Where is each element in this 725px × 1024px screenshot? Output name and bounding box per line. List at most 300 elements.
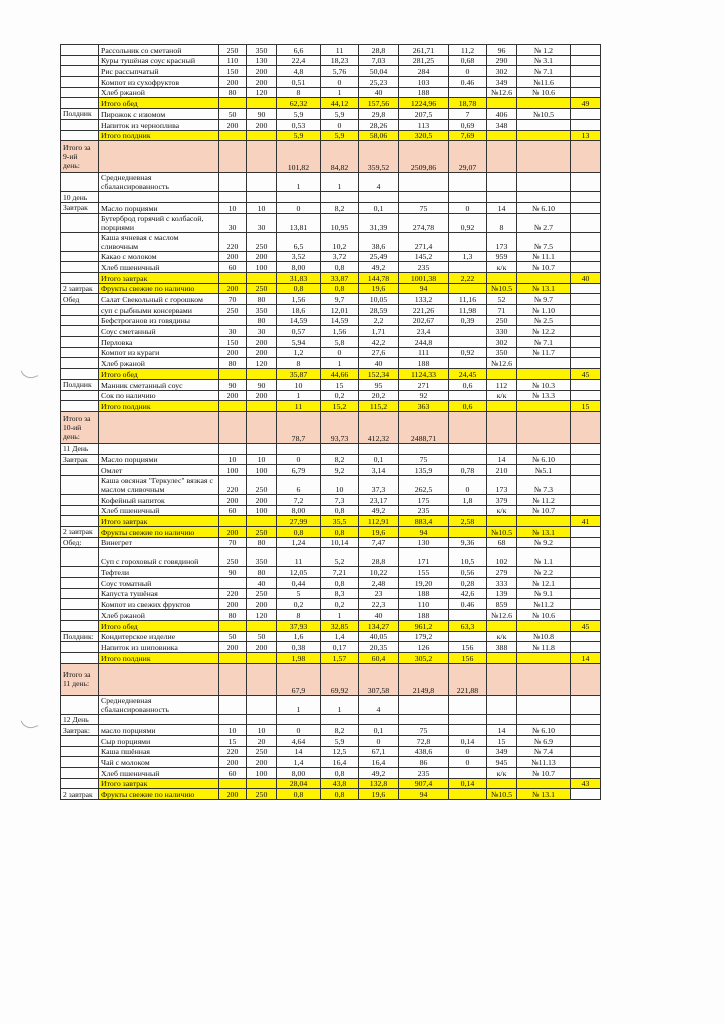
value-cell: 0,8 <box>321 262 359 273</box>
cost-cell <box>571 45 601 56</box>
table-row <box>61 642 601 653</box>
dish-name: Бутерброд горячий с колбасой, порциями <box>99 213 219 232</box>
value-cell: 27,99 <box>277 516 321 527</box>
table-row <box>61 620 601 631</box>
value-cell: 1 <box>321 173 359 192</box>
value-cell <box>487 516 517 527</box>
meal-cell <box>61 746 99 757</box>
dish-name: Фрукты свежие по наличию <box>99 789 219 800</box>
value-cell: 90 <box>247 109 277 120</box>
value-cell: 0,6 <box>449 379 487 390</box>
value-cell: 210 <box>487 465 517 476</box>
value-cell <box>219 98 247 109</box>
value-cell <box>517 98 571 109</box>
value-cell: 200 <box>219 757 247 768</box>
value-cell: 37,3 <box>359 475 399 494</box>
value-cell <box>219 516 247 527</box>
dish-name <box>99 443 219 454</box>
value-cell: 406 <box>487 109 517 120</box>
value-cell: 30 <box>219 326 247 337</box>
value-cell: 250 <box>219 548 247 567</box>
value-cell <box>449 505 487 516</box>
value-cell: к/к <box>487 262 517 273</box>
value-cell: 60 <box>219 262 247 273</box>
cost-cell <box>571 379 601 390</box>
meal-cell <box>61 87 99 98</box>
value-cell: 438,6 <box>399 746 449 757</box>
value-cell: 1 <box>277 173 321 192</box>
value-cell: 0 <box>277 202 321 213</box>
value-cell: 262,5 <box>399 475 449 494</box>
cost-cell: 15 <box>571 401 601 412</box>
meal-cell <box>61 369 99 380</box>
meal-cell <box>61 505 99 516</box>
value-cell: 95 <box>359 379 399 390</box>
value-cell: 5 <box>277 588 321 599</box>
meal-cell: Итого за 9-ий день: <box>61 141 99 173</box>
cost-cell <box>571 746 601 757</box>
value-cell: 96 <box>487 45 517 56</box>
value-cell <box>517 516 571 527</box>
dish-name: Сок по наличию <box>99 390 219 401</box>
table-row <box>61 173 601 192</box>
value-cell: 250 <box>247 527 277 538</box>
meal-cell: 2 завтрак <box>61 527 99 538</box>
value-cell: 330 <box>487 326 517 337</box>
value-cell: 1,8 <box>449 494 487 505</box>
value-cell: 130 <box>399 537 449 548</box>
value-cell: 5,76 <box>321 66 359 77</box>
value-cell: № 11.1 <box>517 251 571 262</box>
cost-cell: 45 <box>571 369 601 380</box>
cost-cell <box>571 663 601 695</box>
value-cell: 102 <box>487 548 517 567</box>
value-cell: 14 <box>487 725 517 736</box>
value-cell: 0,8 <box>321 578 359 589</box>
value-cell: 1 <box>321 610 359 621</box>
value-cell: 60 <box>219 505 247 516</box>
value-cell: № 6.9 <box>517 735 571 746</box>
value-cell: 0,17 <box>321 642 359 653</box>
value-cell: 200 <box>219 347 247 358</box>
cost-cell <box>571 192 601 203</box>
value-cell: 80 <box>219 610 247 621</box>
value-cell <box>247 695 277 714</box>
meal-cell <box>61 599 99 610</box>
value-cell: 220 <box>219 588 247 599</box>
value-cell: 200 <box>247 337 277 348</box>
value-cell: № 3.1 <box>517 55 571 66</box>
value-cell: 130 <box>247 55 277 66</box>
table-row <box>61 505 601 516</box>
cost-cell: 45 <box>571 620 601 631</box>
value-cell: 9,36 <box>449 537 487 548</box>
value-cell: 93,73 <box>321 411 359 443</box>
value-cell <box>449 714 487 725</box>
value-cell: 135,9 <box>399 465 449 476</box>
value-cell: 0,6 <box>449 401 487 412</box>
value-cell: 94 <box>399 283 449 294</box>
value-cell: 44,12 <box>321 98 359 109</box>
value-cell <box>487 778 517 789</box>
value-cell: 25,23 <box>359 77 399 88</box>
value-cell: 348 <box>487 119 517 130</box>
value-cell: № 7.4 <box>517 746 571 757</box>
value-cell: 18,6 <box>277 305 321 316</box>
meal-cell: Итого за 10-ий день: <box>61 411 99 443</box>
dish-name: Кофейный напиток <box>99 494 219 505</box>
value-cell: 63,3 <box>449 620 487 631</box>
value-cell <box>487 652 517 663</box>
table-row <box>61 757 601 768</box>
meal-cell <box>61 98 99 109</box>
value-cell: 3,14 <box>359 465 399 476</box>
value-cell <box>247 663 277 695</box>
value-cell: 71 <box>487 305 517 316</box>
table-row <box>61 66 601 77</box>
value-cell <box>247 620 277 631</box>
value-cell <box>449 192 487 203</box>
value-cell: 0,8 <box>321 527 359 538</box>
value-cell <box>517 778 571 789</box>
value-cell: 60,4 <box>359 652 399 663</box>
cost-cell <box>571 494 601 505</box>
cost-cell <box>571 548 601 567</box>
value-cell: № 7.1 <box>517 66 571 77</box>
value-cell: 67,9 <box>277 663 321 695</box>
table-row <box>61 789 601 800</box>
value-cell: 30 <box>247 213 277 232</box>
value-cell: 60 <box>219 768 247 779</box>
value-cell: к/к <box>487 768 517 779</box>
value-cell: 188 <box>399 358 449 369</box>
value-cell: 0,38 <box>277 642 321 653</box>
dish-name: Капуста тушёная <box>99 588 219 599</box>
value-cell: 10 <box>247 725 277 736</box>
value-cell: 11 <box>321 45 359 56</box>
value-cell: 4,8 <box>277 66 321 77</box>
value-cell: 22,4 <box>277 55 321 66</box>
value-cell: 261,71 <box>399 45 449 56</box>
table-row <box>61 337 601 348</box>
dish-name: Напиток из шиповника <box>99 642 219 653</box>
table-row <box>61 735 601 746</box>
meal-cell: Обед <box>61 294 99 305</box>
value-cell: 0 <box>321 347 359 358</box>
value-cell: 0,8 <box>321 789 359 800</box>
value-cell: № 12.1 <box>517 578 571 589</box>
meal-cell <box>61 642 99 653</box>
value-cell: 200 <box>247 642 277 653</box>
value-cell: 15 <box>487 735 517 746</box>
dish-name: Каша овсяная "Геркулес" вязкая с маслом сливочным <box>99 475 219 494</box>
dish-name: Каша пшённая <box>99 746 219 757</box>
cost-cell <box>571 567 601 578</box>
value-cell <box>449 411 487 443</box>
value-cell: 0,14 <box>449 735 487 746</box>
dish-name: Хлеб пшеничный <box>99 262 219 273</box>
meal-cell <box>61 695 99 714</box>
value-cell: 20,2 <box>359 390 399 401</box>
dish-name: Масло порциями <box>99 202 219 213</box>
cost-cell <box>571 390 601 401</box>
value-cell: 11 <box>277 401 321 412</box>
value-cell: 25,49 <box>359 251 399 262</box>
value-cell: 50,04 <box>359 66 399 77</box>
value-cell: № 10.6 <box>517 87 571 98</box>
cost-cell <box>571 735 601 746</box>
cost-cell <box>571 173 601 192</box>
value-cell <box>277 443 321 454</box>
cost-cell <box>571 347 601 358</box>
value-cell: №11.6 <box>517 77 571 88</box>
value-cell: 5,8 <box>321 337 359 348</box>
value-cell <box>219 130 247 141</box>
value-cell: 0 <box>359 735 399 746</box>
meal-cell <box>61 516 99 527</box>
value-cell <box>359 192 399 203</box>
cost-cell <box>571 725 601 736</box>
value-cell: 15 <box>321 379 359 390</box>
value-cell: 112 <box>487 379 517 390</box>
dish-name: Суп с гороховый с говядиной <box>99 548 219 567</box>
value-cell <box>487 173 517 192</box>
value-cell <box>487 695 517 714</box>
dish-name: Среднедневная сбалансированность <box>99 173 219 192</box>
meal-cell <box>61 272 99 283</box>
value-cell: 8,3 <box>321 588 359 599</box>
cost-cell <box>571 251 601 262</box>
value-cell: 8 <box>277 87 321 98</box>
value-cell: 80 <box>219 87 247 98</box>
value-cell <box>517 192 571 203</box>
value-cell: 139 <box>487 588 517 599</box>
value-cell: 75 <box>399 725 449 736</box>
meal-cell: Завтрак <box>61 202 99 213</box>
value-cell: 72,8 <box>399 735 449 746</box>
dish-name: Пирожок с изюмом <box>99 109 219 120</box>
meal-cell <box>61 251 99 262</box>
value-cell <box>487 192 517 203</box>
value-cell <box>517 272 571 283</box>
value-cell <box>219 695 247 714</box>
value-cell: 0,8 <box>321 505 359 516</box>
value-cell: 200 <box>247 251 277 262</box>
value-cell: 200 <box>247 757 277 768</box>
value-cell <box>517 411 571 443</box>
value-cell: 14 <box>487 454 517 465</box>
table-row <box>61 663 601 695</box>
value-cell: № 9.2 <box>517 537 571 548</box>
value-cell: 1,4 <box>277 757 321 768</box>
cost-cell <box>571 358 601 369</box>
value-cell: 30 <box>219 213 247 232</box>
value-cell: 14 <box>277 746 321 757</box>
value-cell: 134,27 <box>359 620 399 631</box>
value-cell: 84,82 <box>321 141 359 173</box>
value-cell: 103 <box>399 77 449 88</box>
dish-name: Итого завтрак <box>99 778 219 789</box>
value-cell: 379 <box>487 494 517 505</box>
value-cell: 120 <box>247 358 277 369</box>
table-row <box>61 251 601 262</box>
cost-cell <box>571 578 601 589</box>
dish-name: Итого обед <box>99 98 219 109</box>
value-cell: 235 <box>399 768 449 779</box>
table-row <box>61 369 601 380</box>
value-cell <box>219 272 247 283</box>
value-cell <box>219 315 247 326</box>
table-row <box>61 714 601 725</box>
value-cell: № 9.7 <box>517 294 571 305</box>
value-cell <box>449 337 487 348</box>
value-cell: 250 <box>247 588 277 599</box>
value-cell: 0 <box>277 454 321 465</box>
value-cell: 10 <box>219 725 247 736</box>
meal-cell <box>61 347 99 358</box>
value-cell <box>247 401 277 412</box>
value-cell: 0 <box>449 475 487 494</box>
cost-cell: 40 <box>571 272 601 283</box>
value-cell: 1 <box>277 390 321 401</box>
dish-name: Фрукты свежие по наличию <box>99 283 219 294</box>
value-cell: 200 <box>219 390 247 401</box>
value-cell: №10.5 <box>487 527 517 538</box>
value-cell: 22,3 <box>359 599 399 610</box>
value-cell <box>487 411 517 443</box>
value-cell: №12.6 <box>487 358 517 369</box>
value-cell: 207,5 <box>399 109 449 120</box>
table-row <box>61 537 601 548</box>
value-cell: 10 <box>277 379 321 390</box>
value-cell: 150 <box>219 337 247 348</box>
meal-cell: Итого за 11 день: <box>61 663 99 695</box>
value-cell <box>247 98 277 109</box>
value-cell: 44,66 <box>321 369 359 380</box>
value-cell: 6,79 <box>277 465 321 476</box>
table-row <box>61 401 601 412</box>
value-cell <box>449 527 487 538</box>
value-cell: 0,8 <box>277 789 321 800</box>
dish-name: Итого обед <box>99 620 219 631</box>
value-cell: 31,39 <box>359 213 399 232</box>
cost-cell <box>571 695 601 714</box>
meal-cell <box>61 578 99 589</box>
table-row <box>61 390 601 401</box>
cost-cell: 49 <box>571 98 601 109</box>
value-cell <box>449 631 487 642</box>
value-cell <box>219 173 247 192</box>
value-cell <box>449 695 487 714</box>
value-cell: 5,9 <box>277 109 321 120</box>
value-cell: 24,45 <box>449 369 487 380</box>
value-cell: 75 <box>399 454 449 465</box>
dish-name: Салат Свекольный с горошком <box>99 294 219 305</box>
dish-name: Какао с молоком <box>99 251 219 262</box>
value-cell: 16,4 <box>359 757 399 768</box>
dish-name <box>99 411 219 443</box>
dish-name: Масло порциями <box>99 454 219 465</box>
value-cell: 12,05 <box>277 567 321 578</box>
value-cell: 320,5 <box>399 130 449 141</box>
table-row <box>61 494 601 505</box>
value-cell <box>517 714 571 725</box>
value-cell <box>487 714 517 725</box>
value-cell: 120 <box>247 610 277 621</box>
value-cell: 49,2 <box>359 505 399 516</box>
value-cell: 156 <box>449 652 487 663</box>
value-cell: 5,9 <box>321 130 359 141</box>
value-cell <box>247 130 277 141</box>
value-cell: 0,28 <box>449 578 487 589</box>
value-cell: 50 <box>219 109 247 120</box>
dish-name: Итого завтрак <box>99 516 219 527</box>
meal-cell <box>61 588 99 599</box>
meal-cell <box>61 465 99 476</box>
value-cell: 31,83 <box>277 272 321 283</box>
meal-cell: 2 завтрак <box>61 283 99 294</box>
value-cell: № 6.10 <box>517 454 571 465</box>
meal-cell <box>61 358 99 369</box>
cost-cell <box>571 315 601 326</box>
value-cell <box>219 192 247 203</box>
value-cell: 90 <box>219 379 247 390</box>
value-cell <box>247 173 277 192</box>
value-cell: 200 <box>219 283 247 294</box>
dish-name: Рис рассыпчатый <box>99 66 219 77</box>
value-cell: 10,5 <box>449 548 487 567</box>
value-cell: 7,69 <box>449 130 487 141</box>
value-cell: № 1.10 <box>517 305 571 316</box>
value-cell: 1,56 <box>321 326 359 337</box>
cost-cell <box>571 202 601 213</box>
cost-cell <box>571 262 601 273</box>
value-cell: 12,01 <box>321 305 359 316</box>
meal-cell <box>61 66 99 77</box>
value-cell: 110 <box>399 599 449 610</box>
value-cell: № 11.8 <box>517 642 571 653</box>
table-row <box>61 725 601 736</box>
value-cell <box>399 173 449 192</box>
value-cell: 19,6 <box>359 283 399 294</box>
table-row <box>61 98 601 109</box>
meal-cell <box>61 778 99 789</box>
value-cell: 350 <box>487 347 517 358</box>
cost-cell <box>571 305 601 316</box>
cost-cell <box>571 714 601 725</box>
dish-name: Соус сметанный <box>99 326 219 337</box>
value-cell: 75 <box>399 202 449 213</box>
meal-cell: Завтрак: <box>61 725 99 736</box>
table-row <box>61 77 601 88</box>
cost-cell <box>571 789 601 800</box>
meal-cell <box>61 652 99 663</box>
value-cell: 412,32 <box>359 411 399 443</box>
value-cell: 1124,33 <box>399 369 449 380</box>
meal-cell <box>61 315 99 326</box>
value-cell: 200 <box>247 390 277 401</box>
value-cell: 11,98 <box>449 305 487 316</box>
value-cell: 0 <box>449 757 487 768</box>
value-cell: 1 <box>321 695 359 714</box>
meal-cell <box>61 610 99 621</box>
value-cell: 1,4 <box>321 631 359 642</box>
value-cell: 350 <box>247 305 277 316</box>
table-row <box>61 45 601 56</box>
meal-cell: 2 завтрак <box>61 789 99 800</box>
value-cell: 8,2 <box>321 202 359 213</box>
value-cell: 11,2 <box>449 45 487 56</box>
